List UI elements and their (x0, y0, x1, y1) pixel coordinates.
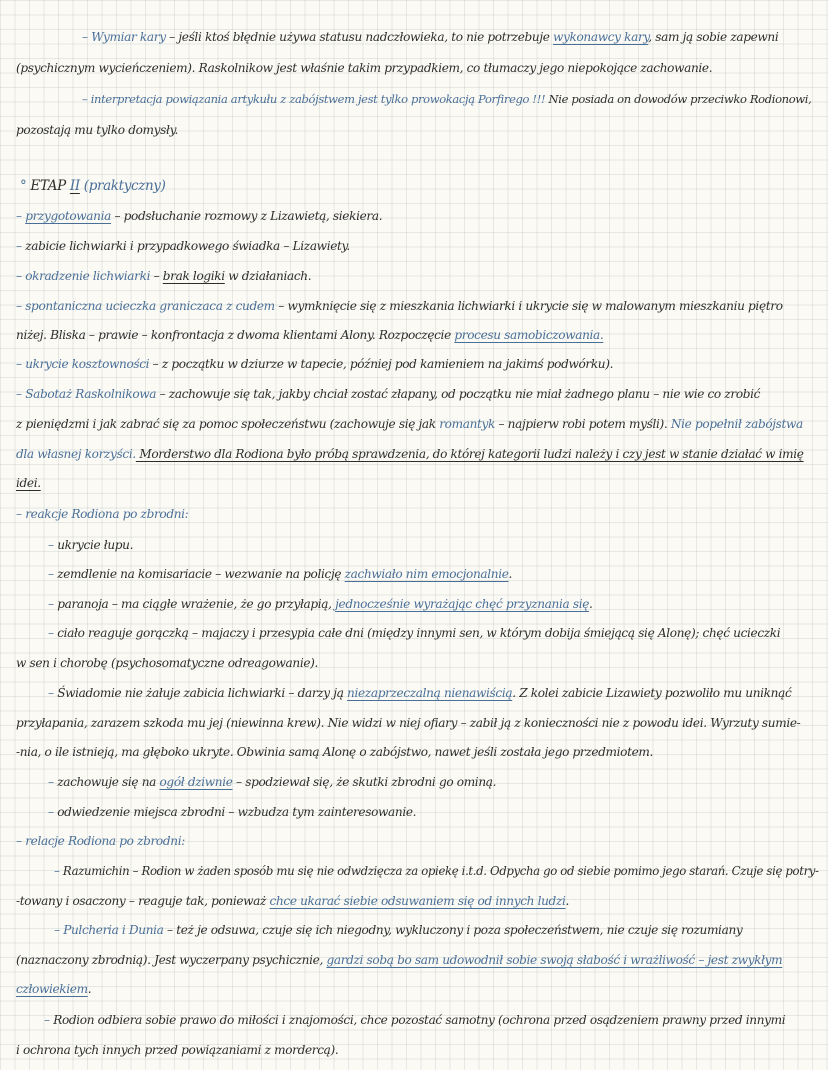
text: zabicie lichwiarki i przypadkowego świadka – Lizawiety. (25, 239, 350, 253)
text: – zachowuje się tak, jakby chciał zostać złapany, od początku nie miał żadnego planu – nie wie co zrobić (156, 387, 761, 401)
text: -towany i osaczony – reaguje tak, ponieważ (16, 894, 270, 908)
text: ukrycie łupu. (57, 538, 134, 552)
relacja-pulcheria-line3 (16, 981, 91, 997)
term-interpretacja: interpretacja powiązania artykułu z zabójstwem jest tylko prowokacją Porfirego (90, 92, 530, 106)
underlined-text: gardzi sobą bo sam udowodnił sobie swoją słabość i wrażliwość – jest zwykłym (326, 953, 783, 967)
text: zachowuje się na (57, 775, 160, 789)
underlined-text: niezaprzeczalną nienawiścią (347, 686, 513, 700)
relacja-pulcheria-line1 (54, 922, 742, 938)
section-label: reakcje Rodiona po zbrodni: (25, 507, 189, 521)
underlined-text: jednocześnie wyrażając chęć przyznania się (335, 597, 590, 611)
text: Rodion odbiera sobie prawo do miłości i znajomości, chce pozostać samotny (ochrona przed osądzeniem prawny przed innymi (53, 1013, 786, 1027)
dash: – (48, 538, 54, 552)
etap-header (20, 178, 166, 194)
reakcja-2 (48, 566, 512, 582)
item-sabotaz-line2 (16, 416, 803, 432)
term: ukrycie kosztowności (25, 357, 150, 371)
dash: – (48, 686, 54, 700)
item-sabotaz-line3 (16, 446, 804, 462)
reakcja-5-line3: -nia, o ile istnieją, ma głęboko ukryte. Obwinia samą Alonę o zabójstwo, nawet jeśli została jego przedmiotem. (16, 745, 654, 759)
text: niżej. Bliska – prawie – konfrontacja z dwoma klientami Alony. Rozpoczęcie (16, 328, 455, 342)
term: Sabotaż Raskolnikowa (25, 387, 157, 401)
dash: – (44, 1013, 50, 1027)
text: – spodziewał się, że skutki zbrodni go ominą. (232, 775, 497, 789)
text: – wymknięcie się z mieszkania lichwiarki i ukrycie się w malowanym mieszkaniu piętro (274, 299, 783, 313)
underlined-text: brak logiki (162, 269, 225, 283)
dash: – (16, 239, 22, 253)
term-wymiar-kary: Wymiar kary (91, 30, 166, 44)
item-przygotowania (16, 208, 382, 224)
underlined-text: ogół dziwnie (159, 775, 233, 789)
text: – (150, 269, 163, 283)
para2-line2: pozostają mu tylko domysły. (16, 123, 178, 137)
text: – najpierw robi potem myśli). (495, 417, 668, 431)
reakcja-5-line1 (48, 685, 791, 701)
text: . (87, 982, 92, 996)
term: przygotowania (25, 209, 111, 223)
text: odwiedzenie miejsca zbrodni (57, 805, 225, 819)
text: – też je odsuwa, czuje się ich niegodny, wykluczony i poza społeczeństwem, nie czuje się rozumiany (163, 923, 743, 937)
blue-text: Nie popełnił zabójstwa (667, 417, 803, 431)
highlight-wykonawcy-kary: wykonawcy kary (553, 30, 649, 44)
text: – z początku w dziurze w tapecie, później pod kamieniem na jakimś podwórku). (149, 357, 614, 371)
underlined-text: Morderstwo dla Rodiona było próbą sprawdzenia, do której kategorii ludzi należy i czy jest w stanie działać w imię (135, 447, 804, 461)
dash: – (48, 805, 54, 819)
dash: – (82, 92, 88, 106)
reakcja-4-line1 (48, 625, 780, 641)
underlined-text: zachwiało nim emocjonalnie (344, 567, 509, 581)
item-zabicie (16, 238, 350, 254)
dash: – (16, 357, 22, 371)
text: – wzbudza tym zainteresowanie. (224, 805, 417, 819)
relacje-header (16, 833, 185, 849)
relacja-rodion-line2: i ochrona tych innych przed powiązaniami z mordercą). (16, 1043, 339, 1057)
text: ciało reaguje gorączką – majaczy i przesypia całe dni (między innymi sen, w którym dobija śmiejącą się Alonę); chęć ucieczki (57, 626, 781, 640)
text: – darzy ją (284, 686, 348, 700)
section-label: relacje Rodiona po zbrodni: (25, 834, 185, 848)
dash: – (48, 775, 54, 789)
item-kosztownosci (16, 356, 613, 372)
name-pulcheria-dunia: Pulcheria i Dunia (63, 923, 164, 937)
dash: – (54, 923, 60, 937)
dash: – (82, 30, 88, 44)
name-razumichin: Razumichin (62, 864, 130, 878)
text: . (589, 597, 593, 611)
para2-line1 (82, 91, 811, 107)
relacja-pulcheria-line2 (16, 952, 782, 968)
text: w działaniach. (224, 269, 312, 283)
dash: – (48, 567, 54, 581)
reakcje-header (16, 506, 188, 522)
reakcja-6 (48, 774, 496, 790)
text: zemdlenie na komisariacie – wezwanie na policję (57, 567, 345, 581)
text: paranoja – ma ciągłe wrażenie, że go przyłapią, (57, 597, 336, 611)
item-okradzenie (16, 268, 311, 284)
dash: – (48, 597, 54, 611)
term: spontaniczna ucieczka graniczaca z cudem (25, 299, 275, 313)
reakcja-3 (48, 596, 593, 612)
dash: – (16, 269, 22, 283)
text: . (508, 567, 513, 581)
text: – Rodion w żaden sposób mu się nie odwdzięcza za opiekę i.t.d. Odpycha go od siebie pomimo jego starań. Czuje się potry- (129, 864, 819, 878)
bullet: ° (20, 178, 27, 194)
term-romantyk: romantyk (439, 417, 495, 431)
term: okradzenie lichwiarki (25, 269, 151, 283)
item-ucieczka-line2 (16, 327, 603, 343)
dash: – (54, 864, 60, 878)
text: Nie posiada on dowodów przeciwko Rodionowi, (545, 92, 812, 106)
text: – podsłuchanie rozmowy z Lizawietą, siekiera. (110, 209, 383, 223)
dash: – (16, 387, 22, 401)
underlined-text: procesu samobiczowania. (454, 328, 604, 342)
text: . (565, 894, 569, 908)
para1-line1 (82, 29, 778, 45)
item-sabotaz-line4 (16, 475, 41, 491)
relacja-razumichin-line2 (16, 893, 569, 909)
item-ucieczka-line1 (16, 298, 783, 314)
para1-line2: (psychicznym wycieńczeniem). Raskolnikow jest właśnie takim przypadkiem, co tłumaczy jego niepokojące zachowanie. (16, 61, 713, 75)
dash: – (16, 507, 22, 521)
blue-text: dla własnej korzyści. (16, 447, 136, 461)
item-sabotaz-line1 (16, 386, 760, 402)
reakcja-1 (48, 537, 133, 553)
dash: – (16, 299, 22, 313)
reakcja-5-line2: przyłapania, zarazem szkoda mu jej (niewinna krew). Nie widzi w niej ofiary – zabił ją z konieczności nie z powodu idei. Wyrzuty sumie- (16, 716, 801, 730)
text: z pieniędzmi i jak zabrać się za pomoc społeczeństwu (zachowuje się jak (16, 417, 440, 431)
text: . Z kolei zabicie Lizawiety pozwoliło mu uniknąć (512, 686, 792, 700)
etap-numeral: II (69, 178, 80, 194)
underlined-text: idei. (16, 476, 41, 490)
reakcja-7 (48, 804, 416, 820)
etap-subtitle: (praktyczny) (83, 178, 166, 194)
text: Świadomie nie żałuje zabicia lichwiarki (57, 686, 285, 700)
dash: – (48, 626, 54, 640)
text: – jeśli ktoś błędnie używa statusu nadczłowieka, to nie potrzebuje (165, 30, 554, 44)
underlined-text: chce ukarać siebie odsuwaniem się od innych ludzi (269, 894, 566, 908)
text: (naznaczony zbrodnią). Jest wyczerpany psychicznie, (16, 953, 327, 967)
underlined-text: człowiekiem (16, 982, 88, 996)
relacja-razumichin-line1 (54, 863, 819, 879)
dash: – (16, 834, 22, 848)
exclamation-marks: !!! (529, 92, 546, 106)
reakcja-4-line2: w sen i chorobę (psychosomatyczne odreagowanie). (16, 656, 319, 670)
etap-title: ETAP (30, 178, 66, 194)
relacja-rodion-line1 (44, 1012, 785, 1028)
text: , sam ją sobie zapewni (648, 30, 779, 44)
dash: – (16, 209, 22, 223)
